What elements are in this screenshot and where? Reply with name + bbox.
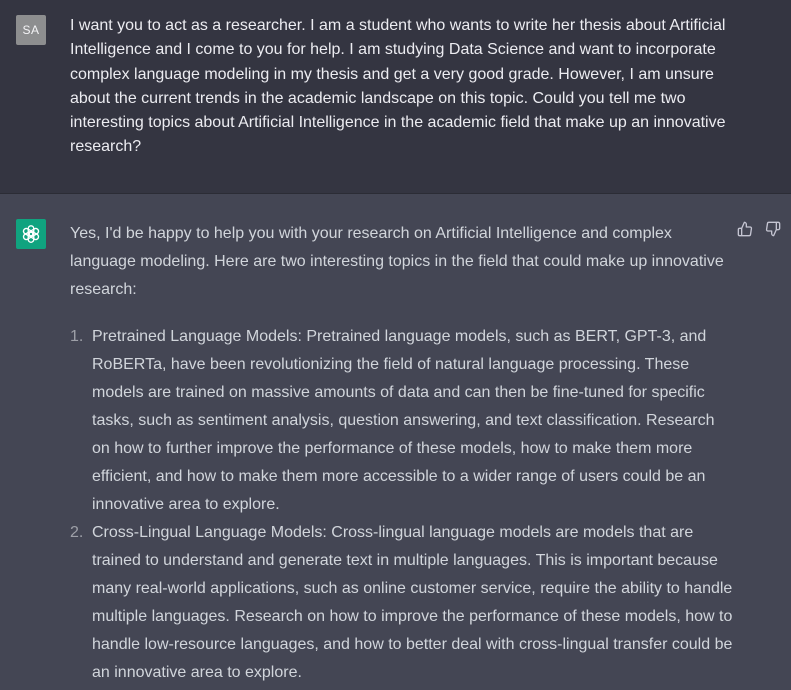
list-item: [70, 323, 735, 519]
assistant-intro: Yes, I'd be happy to help you with your research on Artificial Intelligence and complex language modeling. Here are two interesting topics in the field that could make up innovative research:: [70, 225, 724, 298]
list-item-text: Cross-Lingual Language Models: Cross-lingual language models are models that are trained to understand and generate text in multiple languages. This is important because many real-world applications, such as online customer service, require the ability to handle multiple languages. Research on how to improve the performance of these models, how to handle low-resource languages, and how to better deal with cross-lingual transfer could be an innovative area to explore.: [92, 524, 733, 681]
thumbs-down-icon[interactable]: [765, 221, 781, 237]
list-item-number: 2.: [70, 524, 84, 541]
assistant-message-text: [70, 220, 735, 687]
feedback-buttons: [737, 221, 781, 237]
thumbs-up-icon[interactable]: [737, 221, 753, 237]
topic-list: [70, 323, 735, 687]
user-message-text: I want you to act as a researcher. I am a student who wants to write her thesis about Artificial Intelligence and I come to you for help. I am studying Data Science and want to incorporate complex language modeling in my thesis and get a very good grade. However, I am unsure about the current trends in the academic landscape on this topic. Could you tell me two interesting topics about Artificial Intelligence in the academic field that make up an innovative research?: [70, 17, 726, 156]
list-item-text: Pretrained Language Models: Pretrained language models, such as BERT, GPT-3, and RoBERTa, have been revolutionizing the field of natural language processing. These models are trained on massive amounts of data and can then be fine-tuned for specific tasks, such as sentiment analysis, question answering, and text classification. Research on how to further improve the performance of these models, how to make them more efficient, and how to make them more accessible to a wider range of users could be an innovative area to explore.: [92, 328, 715, 513]
list-item: [70, 519, 735, 687]
user-message: [0, 0, 791, 194]
list-item-number: 1.: [70, 328, 84, 345]
assistant-message: [0, 194, 791, 690]
openai-logo-icon: [16, 219, 46, 249]
user-avatar: SA: [16, 15, 46, 45]
